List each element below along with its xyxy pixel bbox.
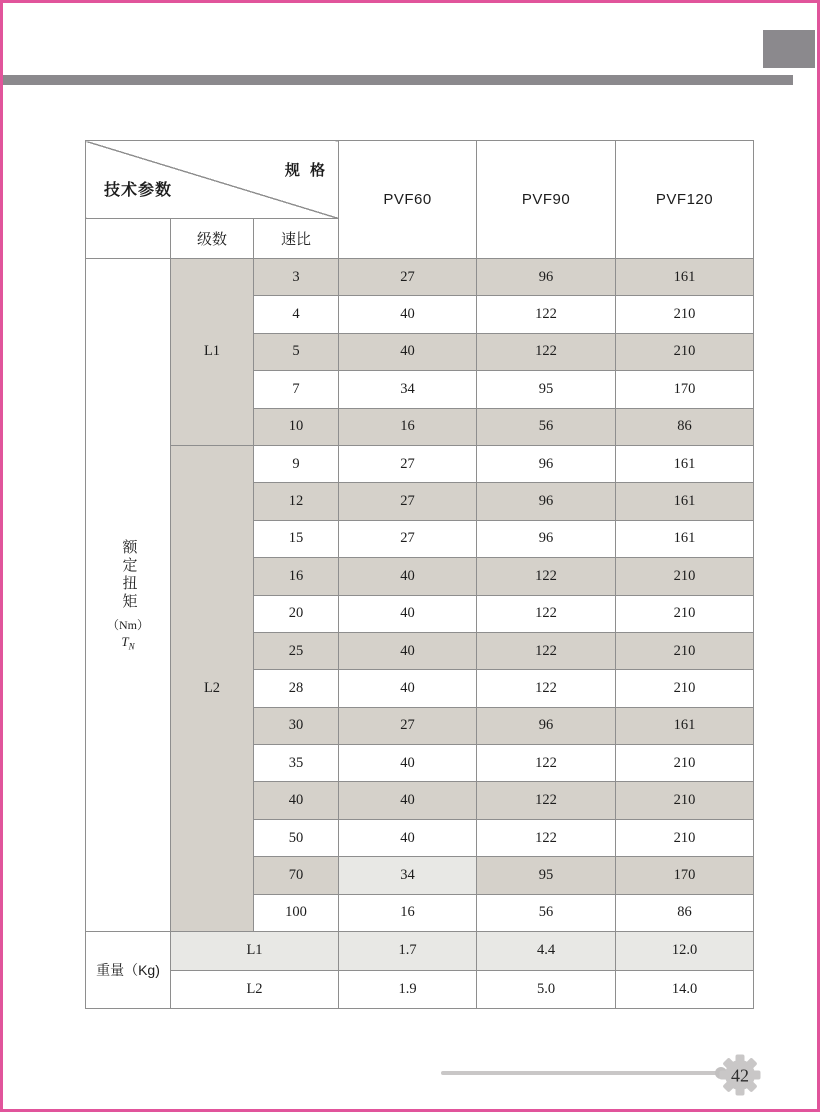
value-cell: 27 — [339, 483, 477, 520]
value-cell: 170 — [616, 371, 754, 408]
footer-rule-line — [441, 1071, 721, 1075]
value-cell: 56 — [477, 408, 616, 445]
ratio-cell: 9 — [254, 445, 339, 482]
value-cell: 96 — [477, 445, 616, 482]
spec-table-body — [86, 259, 754, 1009]
weight-value-cell: 5.0 — [477, 970, 616, 1009]
value-cell: 210 — [616, 819, 754, 856]
value-cell: 122 — [477, 632, 616, 669]
ratio-cell: 3 — [254, 259, 339, 296]
value-cell: 122 — [477, 558, 616, 595]
weight-row — [86, 970, 754, 1009]
value-cell: 161 — [616, 707, 754, 744]
value-cell: 27 — [339, 520, 477, 557]
page-number: 42 — [731, 1065, 749, 1086]
value-cell: 210 — [616, 296, 754, 333]
value-cell: 27 — [339, 707, 477, 744]
ratio-cell: 7 — [254, 371, 339, 408]
spec-table — [85, 140, 754, 1009]
ratio-cell: 20 — [254, 595, 339, 632]
value-cell: 122 — [477, 595, 616, 632]
weight-value-cell: 1.7 — [339, 932, 477, 971]
ratio-cell: 15 — [254, 520, 339, 557]
group-label-l1: L1 — [171, 259, 254, 446]
value-cell: 27 — [339, 259, 477, 296]
torque-unit: （Nm） — [106, 617, 149, 632]
weight-label-cell: 重量（Kg) — [86, 932, 171, 1009]
value-cell: 161 — [616, 445, 754, 482]
group-label-l2: L2 — [171, 445, 254, 931]
weight-value-cell: 14.0 — [616, 970, 754, 1009]
value-cell: 210 — [616, 745, 754, 782]
ratio-cell: 40 — [254, 782, 339, 819]
value-cell: 161 — [616, 483, 754, 520]
value-cell: 40 — [339, 558, 477, 595]
value-cell: 40 — [339, 632, 477, 669]
value-cell: 16 — [339, 894, 477, 931]
weight-value-cell: 12.0 — [616, 932, 754, 971]
value-cell: 210 — [616, 595, 754, 632]
value-cell: 27 — [339, 445, 477, 482]
weight-group-label: L2 — [171, 970, 339, 1009]
top-gray-bar — [3, 75, 793, 85]
value-cell: 210 — [616, 333, 754, 370]
value-cell: 95 — [477, 371, 616, 408]
value-cell: 40 — [339, 595, 477, 632]
ratio-cell: 30 — [254, 707, 339, 744]
table-header-row — [86, 141, 754, 219]
table-row — [86, 259, 754, 296]
value-cell: 210 — [616, 558, 754, 595]
column-header-pvf120: PVF120 — [616, 141, 754, 259]
value-cell: 161 — [616, 259, 754, 296]
value-cell: 40 — [339, 333, 477, 370]
value-cell: 34 — [339, 371, 477, 408]
torque-axis-cell — [86, 259, 171, 932]
value-cell: 86 — [616, 894, 754, 931]
weight-row — [86, 932, 754, 971]
ratio-cell: 35 — [254, 745, 339, 782]
value-cell: 40 — [339, 296, 477, 333]
weight-value-cell: 1.9 — [339, 970, 477, 1009]
value-cell: 210 — [616, 782, 754, 819]
torque-symbol: $T_N$ — [121, 633, 135, 652]
value-cell: 96 — [477, 520, 616, 557]
value-cell: 122 — [477, 782, 616, 819]
ratio-cell: 16 — [254, 558, 339, 595]
column-header-pvf60: PVF60 — [339, 141, 477, 259]
value-cell: 40 — [339, 670, 477, 707]
ratio-cell: 50 — [254, 819, 339, 856]
weight-group-label: L1 — [171, 932, 339, 971]
value-cell: 16 — [339, 408, 477, 445]
ratio-cell: 25 — [254, 632, 339, 669]
value-cell: 40 — [339, 782, 477, 819]
tech-params-corner-label: 技术参数 — [104, 182, 173, 199]
top-right-gray-square — [763, 30, 815, 68]
value-cell: 122 — [477, 745, 616, 782]
ratio-cell: 70 — [254, 857, 339, 894]
value-cell: 56 — [477, 894, 616, 931]
ratio-subheader: 速比 — [254, 219, 339, 259]
value-cell: 40 — [339, 819, 477, 856]
value-cell: 170 — [616, 857, 754, 894]
stages-subheader: 级数 — [171, 219, 254, 259]
empty-subheader-cell — [86, 219, 171, 259]
ratio-cell: 28 — [254, 670, 339, 707]
spec-corner-label: 规 格 — [284, 162, 329, 179]
value-cell: 122 — [477, 670, 616, 707]
ratio-cell: 4 — [254, 296, 339, 333]
value-cell: 210 — [616, 670, 754, 707]
value-cell: 34 — [339, 857, 477, 894]
ratio-cell: 5 — [254, 333, 339, 370]
ratio-cell: 12 — [254, 483, 339, 520]
diagonal-header-cell — [86, 141, 339, 219]
gear-icon — [718, 1053, 762, 1097]
value-cell: 122 — [477, 296, 616, 333]
value-cell: 96 — [477, 483, 616, 520]
value-cell: 210 — [616, 632, 754, 669]
table-row — [86, 445, 754, 482]
value-cell: 40 — [339, 745, 477, 782]
value-cell: 96 — [477, 707, 616, 744]
value-cell: 161 — [616, 520, 754, 557]
value-cell: 86 — [616, 408, 754, 445]
value-cell: 122 — [477, 819, 616, 856]
value-cell: 96 — [477, 259, 616, 296]
value-cell: 95 — [477, 857, 616, 894]
column-header-pvf90: PVF90 — [477, 141, 616, 259]
weight-value-cell: 4.4 — [477, 932, 616, 971]
ratio-cell: 100 — [254, 894, 339, 931]
torque-label-vertical: 额定扭矩 — [120, 538, 137, 611]
value-cell: 122 — [477, 333, 616, 370]
ratio-cell: 10 — [254, 408, 339, 445]
